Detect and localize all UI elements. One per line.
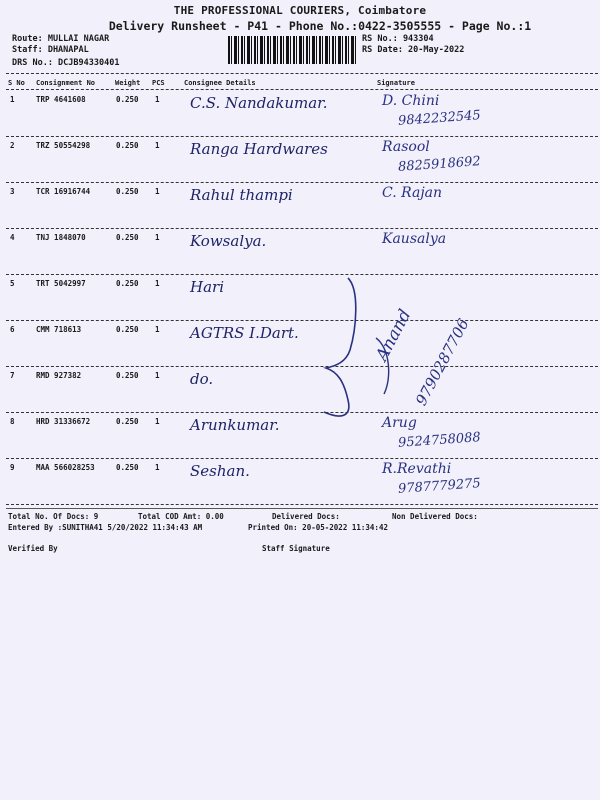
verified-by: Verified By [8,544,58,553]
row-pcs: 1 [155,141,160,150]
delivered-docs: Delivered Docs: [272,512,340,521]
row-weight: 0.250 [116,279,139,288]
route: Route: MULLAI NAGAR [12,34,110,44]
row-pcs: 1 [155,95,160,104]
row-pcs: 1 [155,463,160,472]
row-weight: 0.250 [116,141,139,150]
row-consignment-no: TCR 16916744 [36,187,91,196]
total-cod: Total COD Amt: 0.00 [138,512,224,521]
printed-on: Printed On: 20-05-2022 11:34:42 [248,523,388,532]
row-signature: C. Rajan [382,185,443,201]
col-weight: Weight [115,79,141,87]
row-consignee: C.S. Nandakumar. [190,94,328,112]
row-divider [6,458,598,459]
row-sno: 7 [10,371,15,380]
row-signature: Kausalya [382,231,447,247]
row-consignment-no: TRZ 50554298 [36,141,91,150]
row-signature: Rasool [382,139,430,155]
row-consignment-no: HRD 31336672 [36,417,91,426]
row-consignee: Ranga Hardwares [190,140,328,158]
staff: Staff: DHANAPAL [12,45,89,55]
row-signature: D. Chini [382,93,440,109]
row-sno: 6 [10,325,15,334]
row-consignee: do. [190,370,214,388]
non-delivered-docs: Non Delivered Docs: [392,512,478,521]
group-signature-phone: 9790287706 [412,315,473,409]
row-consignment-no: RMD 927382 [36,371,82,380]
row-divider [6,320,598,321]
row-sno: 9 [10,463,15,472]
row-consignment-no: MAA 566028253 [36,463,95,472]
runsheet-subtitle: Delivery Runsheet - P41 - Phone No.:0422-3505555 - Page No.:1 [108,19,532,33]
divider [6,73,598,74]
barcode [228,36,356,64]
divider [6,89,598,90]
row-signature: Arug [382,415,417,431]
entered-by: Entered By :SUNITHA41 5/20/2022 11:34:43 AM [8,523,203,532]
row-consignment-no: TRP 4641608 [36,95,86,104]
divider [6,508,598,509]
row-signature: R.Revathi [382,461,452,477]
row-sno: 4 [10,233,15,242]
row-divider [6,504,598,505]
row-weight: 0.250 [116,187,139,196]
row-signature-phone: 9842232545 [397,108,482,129]
row-consignment-no: TRT 5042997 [36,279,86,288]
row-consignee: AGTRS I.Dart. [190,324,299,342]
group-signature-name: Anand [372,306,416,365]
col-consignee: Consignee Details [184,79,256,87]
row-weight: 0.250 [116,371,139,380]
company-title: THE PROFESSIONAL COURIERS, Coimbatore [173,4,427,17]
row-sno: 3 [10,187,15,196]
row-weight: 0.250 [116,233,139,242]
col-pcs: PCS [152,79,165,87]
row-consignee: Seshan. [190,462,250,480]
row-divider [6,366,598,367]
staff-signature: Staff Signature [262,544,330,553]
col-signature: Signature [377,79,415,87]
row-signature-phone: 8825918692 [397,154,482,175]
row-divider [6,136,598,137]
row-pcs: 1 [155,325,160,334]
row-weight: 0.250 [116,95,139,104]
row-consignment-no: TNJ 1848070 [36,233,86,242]
row-signature-phone: 9787779275 [397,476,482,497]
row-consignee: Arunkumar. [190,416,280,434]
row-pcs: 1 [155,279,160,288]
row-divider [6,412,598,413]
row-consignee: Rahul thampi [190,186,293,204]
drs-number: DRS No.: DCJB94330401 [12,58,120,68]
row-weight: 0.250 [116,463,139,472]
rs-date: RS Date: 20-May-2022 [362,45,465,55]
row-signature-phone: 9524758088 [397,430,482,451]
row-divider [6,228,598,229]
total-docs: Total No. Of Docs: 9 [8,512,99,521]
row-sno: 2 [10,141,15,150]
row-consignee: Kowsalya. [190,232,267,250]
row-consignment-no: CMM 718613 [36,325,82,334]
row-sno: 8 [10,417,15,426]
col-sno: S No [8,79,25,87]
row-weight: 0.250 [116,325,139,334]
rs-number: RS No.: 943304 [362,34,434,44]
row-sno: 1 [10,95,15,104]
row-divider [6,182,598,183]
row-pcs: 1 [155,187,160,196]
row-consignee: Hari [190,278,224,296]
row-pcs: 1 [155,371,160,380]
row-pcs: 1 [155,417,160,426]
row-weight: 0.250 [116,417,139,426]
row-sno: 5 [10,279,15,288]
col-consignment: Consignment No [36,79,96,87]
row-pcs: 1 [155,233,160,242]
row-divider [6,274,598,275]
